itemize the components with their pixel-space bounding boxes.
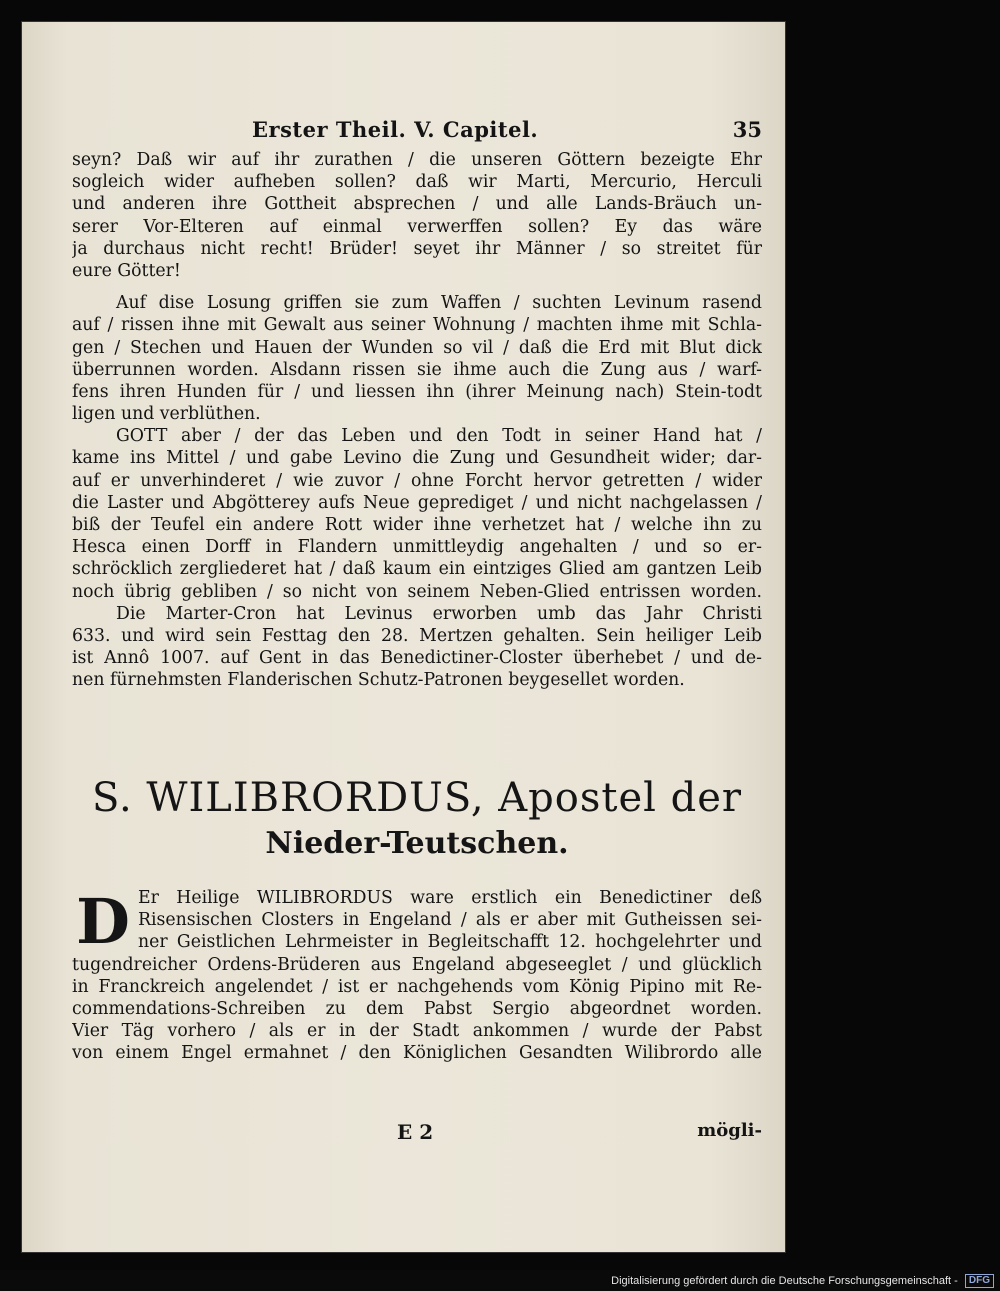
catchword: mögli- — [697, 1120, 762, 1141]
paragraph-gap — [72, 282, 762, 292]
text-line: Hesca einen Dorff in Flandern unmittleydig angehalten / und so er- — [72, 537, 762, 558]
text-line: ja durchaus nicht recht! Brüder! seyet ihr Männer / so streitet für — [72, 238, 762, 259]
text-line: und anderen ihre Gottheit absprechen / und alle Lands-Bräuch un- — [72, 194, 762, 215]
page-header — [72, 117, 762, 147]
text-line: nen fürnehmsten Flanderischen Schutz-Patronen beygesellet worden. — [72, 670, 685, 691]
text-line: fens ihren Hunden für / und liessen ihn (ihrer Meinung nach) Stein-todt — [72, 381, 762, 402]
text-line: commendations-Schreiben zu dem Pabst Sergio abgeordnet worden. — [72, 998, 762, 1019]
text-line: von einem Engel ermahnet / den Königlichen Gesandten Wilibrordo alle — [72, 1043, 762, 1064]
text-line: 633. und wird sein Festtag den 28. Mertzen gehalten. Sein heiliger Leib — [72, 625, 762, 646]
text-line: gen / Stechen und Hauen der Wunden so vil / daß die Erd mit Blut dick — [72, 337, 762, 358]
text-line: Auf dise Losung griffen sie zum Waffen / suchten Levinum rasend — [116, 293, 762, 314]
digitization-credit — [611, 1274, 994, 1288]
text-line: die Laster und Abgötterey aufs Neue geprediget / und nicht nachgelassen / — [72, 492, 762, 513]
page-number: 35 — [732, 117, 762, 142]
running-head: Erster Theil. V. Capitel. — [252, 117, 539, 142]
section-title-line-2: Nieder-Teutschen. — [265, 826, 569, 861]
text-line: schröcklich zergliederet hat / daß kaum ein eintziges Glied am gantzen Leib — [72, 559, 762, 580]
book-page — [22, 22, 785, 1252]
text-line: sogleich wider aufheben sollen? daß wir Marti, Mercurio, Herculi — [72, 172, 762, 193]
text-line: seyn? Daß wir auf ihr zurathen / die unseren Göttern bezeigte Ehr — [72, 150, 762, 170]
text-line: Die Marter-Cron hat Levinus erworben umb das Jahr Christi — [116, 603, 762, 624]
section-title — [72, 772, 762, 864]
text-line: auf er unverhinderet / wie zuvor / ohne Forcht hervor getretten / wider — [72, 470, 762, 491]
text-line: in Franckreich angelendet / ist er nachgehends vom König Pipino mit Re- — [72, 976, 762, 997]
text-line: tugendreicher Ordens-Brüderen aus Engeland abgeseeglet / und glücklich — [72, 954, 762, 975]
text-line: ligen und verblüthen. — [72, 404, 261, 425]
text-line: kame ins Mittel / und gabe Levino die Zung und Gesundheit wider; dar- — [72, 448, 762, 469]
body-text — [72, 149, 762, 692]
text-line: noch übrig gebliben / so nicht von seinem Neben-Glied entrissen worden. — [72, 581, 762, 602]
text-line: überrunnen worden. Alsdann rissen sie ihme auch die Zung aus / warf- — [72, 359, 762, 380]
text-line: Risensischen Closters in Engeland / als er aber mit Gutheissen sei- — [138, 910, 762, 931]
text-line: ist Annô 1007. auf Gent in das Benedictiner-Closter überhebet / und de- — [72, 648, 762, 669]
decorated-initial: D — [76, 885, 130, 958]
section-body — [72, 887, 762, 1065]
text-line: eure Götter! — [72, 260, 181, 281]
text-line: Vier Täg vorhero / als er in der Stadt ankommen / wurde der Pabst — [72, 1021, 762, 1042]
text-line: biß der Teufel ein andere Rott wider ihne verhetzet hat / welche ihn zu — [72, 515, 762, 535]
section-title-line-1: S. WILIBRORDUS, Apostel der — [91, 775, 743, 821]
page-footer — [72, 1120, 762, 1146]
signature-mark: E 2 — [397, 1120, 434, 1144]
dfg-logo-icon: DFG — [965, 1274, 994, 1288]
credit-text: Digitalisierung gefördert durch die Deutsche Forschungsgemeinschaft - — [611, 1274, 958, 1287]
text-line: serer Vor-Elteren auf einmal verwerffen sollen? Ey das wäre — [72, 216, 762, 237]
text-line: GOTT aber / der das Leben und den Todt in seiner Hand hat / — [116, 426, 762, 447]
text-line: auf / rissen ihne mit Gewalt aus seiner Wohnung / machten ihme mit Schla- — [72, 315, 762, 336]
text-line: ner Geistlichen Lehrmeister in Begleitschafft 12. hochgelehrter und — [138, 932, 762, 953]
text-line: Er Heilige WILIBRORDUS ware erstlich ein Benedictiner deß — [138, 888, 762, 908]
dropcap-row — [72, 885, 762, 958]
